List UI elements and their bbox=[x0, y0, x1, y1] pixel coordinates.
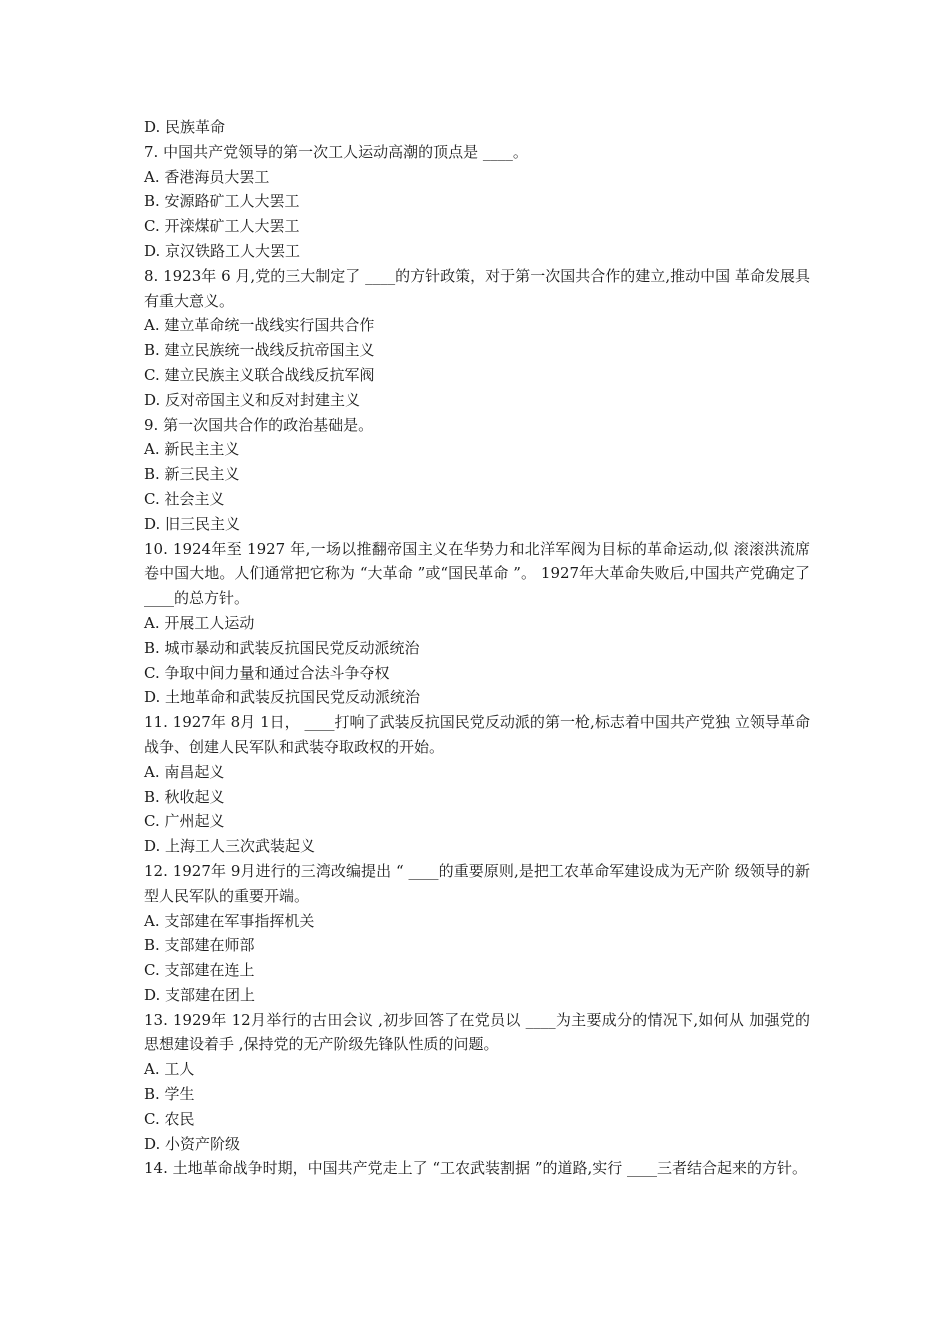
option-line: C. 开滦煤矿工人大罢工 bbox=[144, 217, 300, 236]
question-14: 14. 土地革命战争时期，中国共产党走上了 “工农武装割据 ”的道路,实行 ____三者结合起来的方针。 bbox=[144, 1159, 808, 1178]
option-line: C. 建立民族主义联合战线反抗军阀 bbox=[144, 365, 375, 384]
option-line: D. 支部建在团上 bbox=[144, 985, 256, 1004]
option-line: D. 民族革命 bbox=[144, 118, 226, 136]
option-line: D. 小资产阶级 bbox=[144, 1134, 241, 1153]
question-10: 10. 1924年至 1927 年,一场以推翻帝国主义在华势力和北洋军阀为目标的革命运动,似 滚滚洪流席卷中国大地。人们通常把它称为 “大革命 ”或“国民革命 ”。 1927年大革命失败后,中国共产党确定了 ____的总方针。 bbox=[144, 539, 810, 608]
option-line: A. 工人 bbox=[144, 1060, 195, 1079]
question-7: 7. 中国共产党领导的第一次工人运动高潮的顶点是 ____。 bbox=[144, 142, 528, 161]
question-12: 12. 1927年 9月进行的三湾改编提出 “ ____的重要原则,是把工农革命军建设成为无产阶 级领导的新型人民军队的重要开端。 bbox=[144, 861, 810, 905]
option-line: A. 新民主主义 bbox=[144, 440, 240, 459]
question-9: 9. 第一次国共合作的政治基础是。 bbox=[144, 415, 374, 434]
question-8: 8. 1923年 6 月,党的三大制定了 ____的方针政策，对于第一次国共合作的建立,推动中国 革命发展具有重大意义。 bbox=[144, 266, 810, 310]
option-line: A. 开展工人运动 bbox=[144, 613, 255, 632]
option-line: C. 社会主义 bbox=[144, 489, 225, 508]
option-line: B. 安源路矿工人大罢工 bbox=[144, 192, 300, 211]
option-line: B. 秋收起义 bbox=[144, 787, 225, 806]
option-line: B. 学生 bbox=[144, 1085, 195, 1104]
option-line: C. 广州起义 bbox=[144, 812, 225, 831]
option-line: C. 支部建在连上 bbox=[144, 961, 255, 980]
document-text bbox=[144, 115, 810, 1181]
question-11: 11. 1927年 8月 1日， ____打响了武装反抗国民党反动派的第一枪,标志着中国共产党独 立领导革命战争、创建人民军队和武装夺取政权的开始。 bbox=[144, 713, 810, 756]
option-line: D. 反对帝国主义和反对封建主义 bbox=[144, 390, 361, 409]
option-line: B. 城市暴动和武装反抗国民党反动派统治 bbox=[144, 638, 420, 657]
option-line: D. 上海工人三次武装起义 bbox=[144, 837, 316, 856]
option-line: A. 香港海员大罢工 bbox=[144, 167, 270, 186]
option-line: A. 南昌起义 bbox=[144, 762, 225, 781]
question-13: 13. 1929年 12月举行的古田会议 ,初步回答了在党员以 ____为主要成分的情况下,如何从 加强党的思想建设着手 ,保持党的无产阶级先锋队性质的问题。 bbox=[144, 1010, 810, 1054]
option-line: B. 建立民族统一战线反抗帝国主义 bbox=[144, 341, 375, 360]
option-line: A. 支部建在军事指挥机关 bbox=[144, 911, 315, 930]
option-line: C. 农民 bbox=[144, 1109, 195, 1128]
option-line: D. 京汉铁路工人大罢工 bbox=[144, 241, 301, 260]
option-line: D. 土地革命和武装反抗国民党反动派统治 bbox=[144, 688, 421, 707]
option-line: D. 旧三民主义 bbox=[144, 514, 241, 533]
option-line: B. 新三民主义 bbox=[144, 465, 240, 484]
option-line: B. 支部建在师部 bbox=[144, 936, 255, 955]
option-line: C. 争取中间力量和通过合法斗争夺权 bbox=[144, 663, 390, 682]
option-line: A. 建立革命统一战线实行国共合作 bbox=[144, 316, 375, 335]
